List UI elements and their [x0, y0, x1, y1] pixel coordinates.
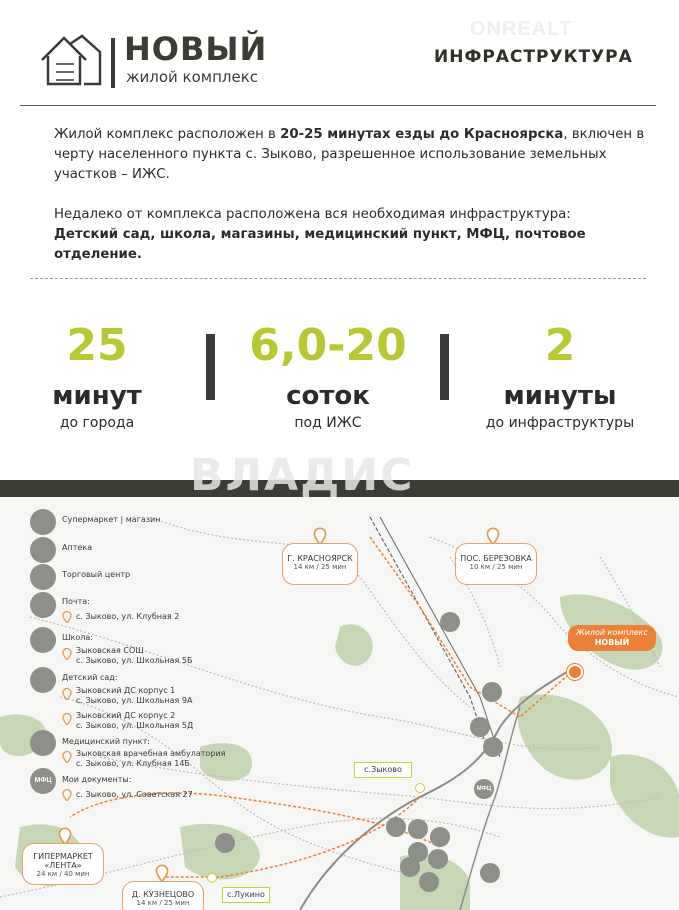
school-icon	[30, 627, 56, 653]
zykovo-marker	[415, 783, 425, 793]
stat-infra-number: 2	[544, 320, 576, 371]
mfc-icon: МФЦ	[30, 768, 56, 794]
stat-area-number: 6,0-20	[249, 320, 407, 371]
stat-separator	[206, 334, 215, 400]
medical-icon	[30, 730, 56, 756]
stat-area-word: соток	[286, 381, 370, 411]
stat-infra-word: минуты	[503, 381, 617, 411]
stat-area-caption: под ИЖС	[294, 415, 362, 431]
stat-minutes-word: минут	[52, 381, 142, 411]
location-pin-icon	[62, 688, 72, 700]
complex-location-marker[interactable]	[567, 664, 583, 680]
section-title: ИНФРАСТРУКТУРА	[434, 47, 633, 67]
label-zykovo: с.Зыково	[354, 762, 412, 778]
pharmacy-icon	[30, 537, 56, 563]
legend-pharmacy: Аптека	[62, 543, 93, 552]
logo-subtitle: жилой комплекс	[126, 68, 259, 86]
house-logo-icon	[40, 34, 102, 86]
intro-paragraph-2: Недалеко от комплекса расположена вся необходимая инфраструктура: Детский сад, школа, магазины, медицинский пункт, МФЦ, почтовое отделение.	[54, 207, 586, 262]
location-pin-icon	[62, 713, 72, 725]
legend-kinder-head: Детский сад:	[62, 673, 118, 682]
stat-minutes-number: 25	[66, 320, 128, 371]
stat-minutes-caption: до города	[59, 415, 135, 431]
header-divider	[20, 105, 656, 106]
legend-kinder2-name: Зыковский ДС корпус 2	[76, 711, 176, 720]
legend-school-addr: с. Зыково, ул. Школьная 5Б	[76, 656, 193, 665]
lukino-marker	[207, 873, 217, 883]
supermarket-icon[interactable]	[482, 682, 502, 702]
label-krasnoyarsk: Г. КРАСНОЯРСК 14 км / 25 мин	[282, 543, 358, 585]
supermarket-icon[interactable]	[419, 872, 439, 892]
supermarket-icon[interactable]	[215, 833, 235, 853]
legend-supermarket: Супермаркет | магазин	[62, 515, 161, 524]
watermark-top: ONREALT	[470, 18, 573, 40]
stat-infra-caption: до инфраструктуры	[485, 415, 635, 431]
school-icon[interactable]	[408, 819, 428, 839]
label-berezovka: ПОС. БЕРЕЗОВКА 10 км / 25 мин	[455, 543, 537, 585]
mall-icon	[30, 564, 56, 590]
legend-post-addr: с. Зыково, ул. Клубная 2	[76, 612, 180, 621]
school-icon[interactable]	[428, 849, 448, 869]
legend-kinder1-name: Зыковский ДС корпус 1	[76, 686, 176, 695]
location-pin-icon	[62, 789, 72, 801]
stat-separator	[440, 334, 449, 400]
legend-kinder1-addr: с. Зыково, ул. Школьная 9А	[76, 696, 193, 705]
location-pin-icon	[62, 648, 72, 660]
label-kuznetsovo: Д. КУЗНЕЦОВО 14 км / 25 мин	[122, 881, 204, 910]
label-complex-novy: Жилой комплекс НОВЫЙ	[568, 625, 656, 651]
legend-med-name: Зыковская врачебная амбулатория	[76, 749, 226, 758]
dotted-divider	[30, 278, 646, 279]
legend-med-addr: с. Зыково, ул. Клубная 14Б	[76, 759, 190, 768]
supermarket-icon	[30, 509, 56, 535]
legend-mall: Торговый центр	[62, 570, 131, 579]
post-icon[interactable]	[386, 817, 406, 837]
label-lukino: с.Лукино	[222, 887, 270, 903]
supermarket-icon[interactable]	[480, 863, 500, 883]
mall-icon[interactable]	[483, 737, 503, 757]
location-pin-icon	[155, 864, 169, 882]
mfc-map-icon[interactable]: МФЦ	[474, 779, 494, 799]
kindergarten-icon[interactable]	[430, 827, 450, 847]
post-icon	[30, 592, 56, 618]
label-lenta: ГИПЕРМАРКЕТ «ЛЕНТА» 24 км / 40 мин	[22, 843, 104, 885]
pharmacy-icon[interactable]	[470, 717, 490, 737]
legend-docs-addr: с. Зыково, ул. Советская 27	[76, 790, 193, 799]
kindergarten-icon	[30, 667, 56, 693]
infrastructure-map[interactable]	[0, 497, 679, 910]
legend-docs-head: Мои документы:	[62, 775, 132, 784]
logo-title: НОВЫЙ	[124, 30, 268, 68]
watermark-vladis: ВЛАДИС	[190, 450, 415, 501]
legend-school-head: Школа:	[62, 633, 93, 642]
supermarket-icon[interactable]	[440, 612, 460, 632]
legend-post-head: Почта:	[62, 597, 90, 606]
legend-kinder2-addr: с. Зыково, ул. Школьная 5Д	[76, 721, 194, 730]
legend-school-name: Зыковская СОШ	[76, 646, 144, 655]
location-pin-icon	[62, 751, 72, 763]
location-pin-icon	[62, 611, 72, 623]
logo-divider	[111, 38, 115, 88]
legend-med-head: Медицинский пункт:	[62, 737, 150, 746]
intro-paragraph-1: Жилой комплекс расположен в 20-25 минутах езды до Красноярска, включен в черту населенного пункта с. Зыково, разрешенное использование земельных участков – ИЖС.	[54, 127, 645, 182]
kindergarten-icon[interactable]	[400, 857, 420, 877]
